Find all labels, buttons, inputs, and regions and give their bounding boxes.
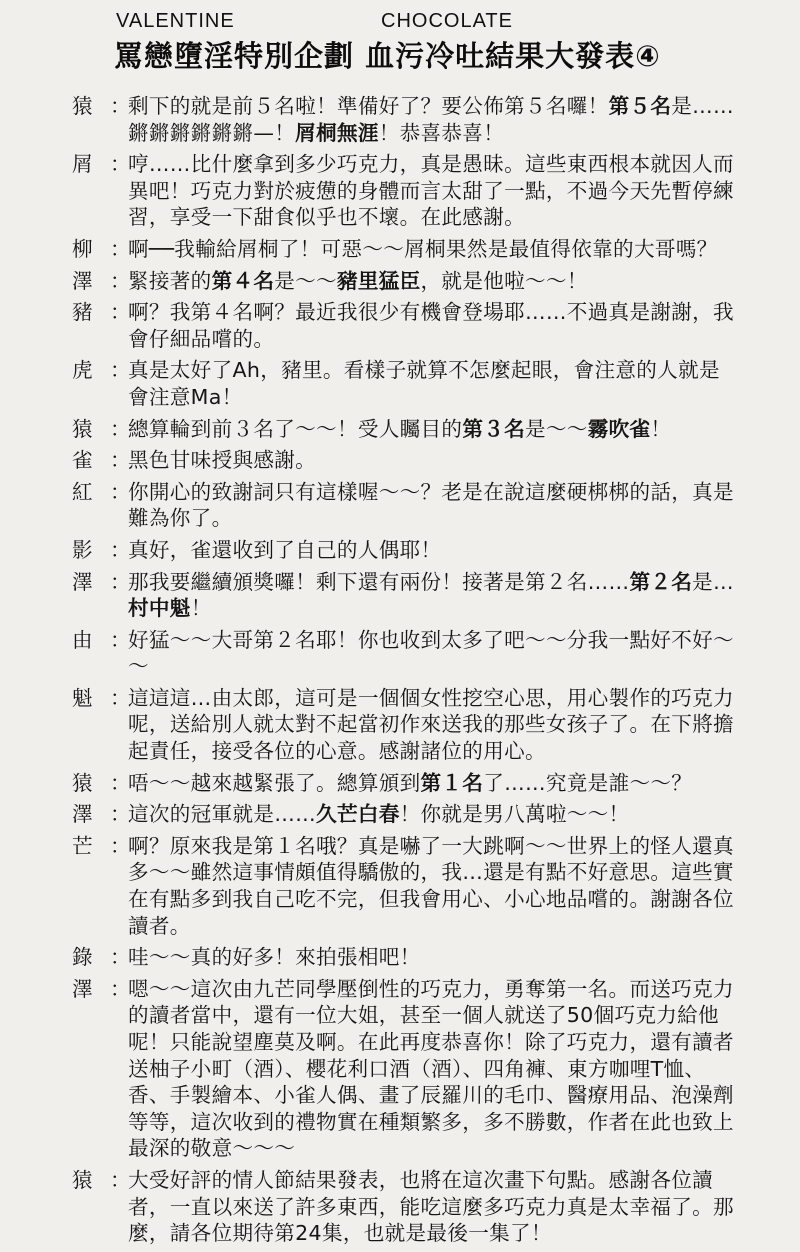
highlighted-text: 豬里猛臣 [336, 268, 421, 293]
text-segment: 是～～ [274, 268, 337, 293]
text-segment: 嗯～～這次由九芒同學壓倒性的巧克力，勇奪第一名。而送巧克力的讀者當中，還有一位大姐，甚至一個人就送了50個巧克力給他呢！只能說望塵莫及啊。在此再度恭喜你！除了巧克力，還有讀者送柚子小町（酒）、櫻花利口酒（酒）、四角褲、東方咖哩T恤、香、手製繪本、小雀人偶、畫了辰羅川的毛巾、醫療用品、泡澡劑等等，這次收到的禮物實在種類繁多，多不勝數，作者在此也致上最深的敬意～～～ [128, 976, 734, 1161]
speaker-name: 魁 [72, 685, 93, 710]
speaker-name: 澤 [72, 268, 93, 293]
dialog-text [128, 537, 734, 564]
highlighted-text: 第４名 [211, 268, 275, 293]
text-segment: 黑色甘味授與感謝。 [128, 448, 317, 473]
speaker-separator: ： [110, 627, 131, 652]
dialog-text [128, 479, 734, 532]
dialog-text [128, 93, 734, 146]
dialog-text [128, 770, 734, 797]
speaker-separator: ： [110, 976, 131, 1001]
dialog-line [72, 479, 734, 532]
highlighted-text: 第１名 [420, 770, 484, 795]
speaker-name: 芒 [72, 833, 93, 858]
text-segment: 總算輪到前３名了～～！受人矚目的 [128, 416, 463, 441]
dialog-line [72, 976, 734, 1162]
dialog-text [128, 357, 734, 410]
highlighted-text: 第５名 [608, 94, 672, 118]
dialog-line [72, 833, 734, 939]
text-segment: 唔～～越來越緊張了。總算頒到 [128, 770, 421, 795]
speaker-separator: ： [110, 537, 131, 562]
dialog-text [128, 299, 734, 352]
text-segment: 大受好評的情人節結果發表，也將在這次畫下句點。感謝各位讀者，一直以來送了許多東西，能吃這麼多巧克力真是太幸福了。那麼，請各位期待第24集，也就是最後一集了！ [128, 1167, 734, 1246]
speaker-separator: ： [110, 770, 131, 795]
dialog-line [72, 357, 734, 410]
dialog-line [72, 151, 734, 231]
dialog-line [72, 447, 734, 474]
speaker-separator: ： [110, 833, 131, 858]
speaker-separator: ： [110, 1167, 131, 1192]
speaker-name: 虎 [72, 358, 93, 383]
speaker-separator: ： [110, 300, 131, 325]
dialog-text [128, 569, 734, 622]
header-en-chocolate: CHOCOLATE [381, 10, 513, 32]
text-segment: 那我要繼續頒獎囉！剩下還有兩份！接著是第２名…… [128, 569, 630, 594]
speaker-name: 錄 [72, 945, 93, 970]
text-segment: ！恭喜恭喜！ [378, 120, 505, 145]
highlighted-text: 屑桐無涯 [295, 120, 379, 145]
speaker-separator: ： [110, 685, 131, 710]
text-segment: ，就是他啦～～！ [420, 268, 588, 293]
dialog-line [72, 627, 734, 680]
speaker-name: 猿 [72, 770, 93, 795]
text-segment: 啊？我第４名啊？最近我很少有機會登場耶……不過真是謝謝，我會仔細品嚐的。 [128, 300, 734, 351]
speaker-separator: ： [110, 358, 131, 383]
highlighted-text: 霧吹雀 [587, 416, 651, 441]
text-segment: 是… [692, 569, 734, 594]
page-title: 罵戀墮淫特別企劃 血污冷吐結果大發表④ [114, 39, 661, 73]
text-segment: 你開心的致謝詞只有這樣喔～～？老是在說這麼硬梆梆的話，真是難為你了。 [128, 479, 734, 531]
dialog-list [72, 93, 734, 1252]
dialog-line [72, 93, 734, 146]
speaker-separator: ： [110, 152, 131, 177]
header-english [0, 10, 800, 36]
text-segment: 真是太好了Ah，豬里。看樣子就算不怎麼起眼，會注意的人就是會注意Ma！ [128, 358, 720, 409]
text-segment: 好猛～～大哥第２名耶！你也收到太多了吧～～分我一點好不好～～ [128, 627, 734, 679]
speaker-separator: ： [110, 236, 131, 261]
dialog-text [128, 627, 734, 680]
highlighted-text: 第３名 [462, 416, 525, 441]
dialog-text [128, 976, 734, 1162]
speaker-separator: ： [110, 802, 131, 827]
speaker-separator: ： [110, 569, 131, 594]
dialog-line [72, 268, 734, 295]
dialog-line [72, 944, 734, 971]
text-segment: ！ [190, 596, 212, 621]
highlighted-text: 第２名 [629, 569, 693, 594]
text-segment: 啊──我輸給屑桐了！可惡～～屑桐果然是最值得依靠的大哥嗎？ [128, 236, 718, 261]
speaker-separator: ： [110, 945, 131, 970]
speaker-name: 猿 [72, 1167, 93, 1192]
dialog-line [72, 685, 734, 765]
highlighted-text: 久芒白春 [316, 802, 400, 827]
text-segment: 了……究竟是誰～～？ [483, 770, 693, 795]
speaker-separator: ： [110, 94, 131, 118]
text-segment: 是……鏘鏘鏘鏘鏘鏘—！ [128, 94, 734, 145]
text-segment: ！你就是男八萬啦～～！ [399, 802, 630, 827]
dialog-line [72, 1167, 734, 1247]
highlighted-text: 村中魁 [128, 596, 191, 621]
dialog-text [128, 1167, 734, 1247]
text-segment: 是～～ [525, 416, 588, 441]
dialog-line [72, 801, 734, 828]
speaker-name: 猿 [72, 94, 93, 118]
speaker-name: 紅 [72, 479, 93, 504]
dialog-text [128, 416, 734, 443]
speaker-name: 猿 [72, 416, 93, 441]
header-en-valentine: VALENTINE [116, 10, 235, 32]
dialog-line [72, 236, 734, 263]
dialog-line [72, 416, 734, 443]
speaker-separator: ： [110, 416, 131, 441]
dialog-text [128, 236, 734, 263]
dialog-line [72, 299, 734, 352]
dialog-text [128, 151, 734, 231]
text-segment: 哇～～真的好多！來拍張相吧！ [128, 945, 421, 970]
text-segment: 這這這…由太郎，這可是一個個女性挖空心思，用心製作的巧克力呢，送給別人就太對不起當初作來送我的那些女孩子了。在下將擔起責任，接受各位的心意。感謝諸位的用心。 [128, 685, 734, 764]
speaker-name: 澤 [72, 976, 93, 1001]
text-segment: 哼……比什麼拿到多少巧克力，真是愚昧。這些東西根本就因人而異吧！巧克力對於疲憊的身體而言太甜了一點，不過今天先暫停練習，享受一下甜食似乎也不壞。在此感謝。 [128, 152, 734, 230]
speaker-separator: ： [110, 448, 131, 473]
text-segment: 剩下的就是前５名啦！準備好了？要公佈第５名囉！ [128, 94, 609, 118]
speaker-name: 豬 [72, 300, 93, 325]
text-segment: 真好，雀還收到了自己的人偶耶！ [128, 537, 442, 562]
speaker-separator: ： [110, 479, 131, 504]
speaker-name: 澤 [72, 802, 93, 827]
dialog-line [72, 537, 734, 564]
text-segment: 這次的冠軍就是…… [128, 802, 317, 827]
text-segment: ！ [650, 416, 672, 441]
speaker-name: 柳 [72, 236, 93, 261]
dialog-line [72, 569, 734, 622]
dialog-line [72, 770, 734, 797]
dialog-text [128, 801, 734, 828]
speaker-separator: ： [110, 268, 131, 293]
text-segment: 啊？原來我是第１名哦？真是嚇了一大跳啊～～世界上的怪人還真多～～雖然這事情頗值得驕傲的，我…還是有點不好意思。這些實在有點多到我自己吃不完，但我會用心、小心地品嚐的。謝謝各位讀者。 [128, 833, 734, 938]
speaker-name: 屑 [72, 152, 93, 177]
dialog-text [128, 944, 734, 971]
text-segment: 緊接著的 [128, 268, 212, 293]
speaker-name: 澤 [72, 569, 93, 594]
dialog-text [128, 268, 734, 295]
speaker-name: 影 [72, 537, 93, 562]
dialog-text [128, 833, 734, 939]
speaker-name: 雀 [72, 448, 93, 473]
dialog-text [128, 685, 734, 765]
speaker-name: 由 [72, 627, 93, 652]
dialog-text [128, 447, 734, 474]
